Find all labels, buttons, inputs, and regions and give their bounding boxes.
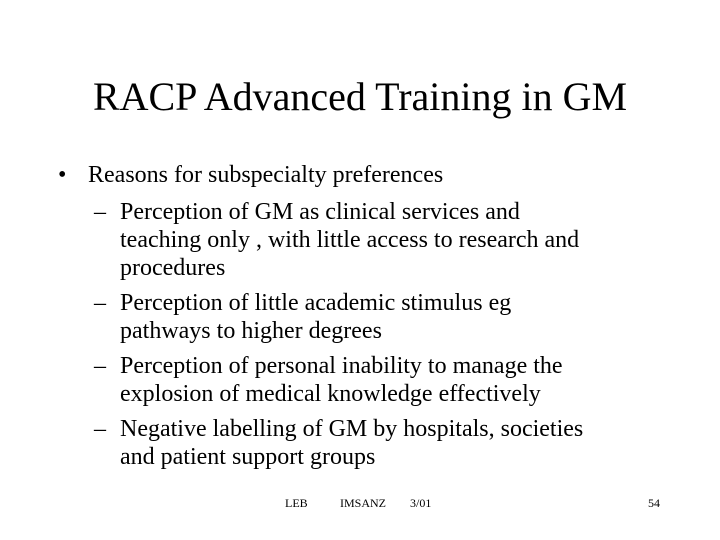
- sub-bullet-line: Perception of GM as clinical services and: [120, 199, 520, 225]
- sub-bullet-line: procedures: [120, 255, 226, 281]
- sub-bullet-line: pathways to higher degrees: [120, 318, 382, 344]
- dash-marker: –: [94, 199, 106, 225]
- sub-bullet-line: Perception of personal inability to manage the: [120, 353, 563, 379]
- slide-title: RACP Advanced Training in GM: [92, 74, 628, 119]
- sub-bullet-line: Negative labelling of GM by hospitals, societies: [120, 416, 584, 442]
- sub-bullet-line: explosion of medical knowledge effectively: [120, 381, 541, 407]
- sub-bullet-line: and patient support groups: [120, 444, 376, 470]
- dash-marker: –: [94, 290, 106, 316]
- sub-bullet-line: teaching only , with little access to research and: [120, 227, 580, 253]
- dash-marker: –: [94, 416, 106, 442]
- footer-organization: IMSANZ: [340, 496, 387, 510]
- dash-marker: –: [94, 353, 106, 379]
- sub-bullet-item: [94, 198, 694, 282]
- sub-bullet-list: [94, 198, 694, 478]
- sub-bullet-item: [94, 289, 694, 345]
- bullet-text: Reasons for subspecialty preferences: [88, 162, 444, 188]
- footer-author: LEB: [285, 496, 308, 510]
- footer-page-number: 54: [648, 496, 660, 510]
- bullet-marker: •: [58, 162, 67, 188]
- sub-bullet-line: Perception of little academic stimulus eg: [120, 290, 512, 316]
- footer-date: 3/01: [410, 496, 432, 510]
- sub-bullet-item: [94, 415, 694, 471]
- sub-bullet-item: [94, 352, 694, 408]
